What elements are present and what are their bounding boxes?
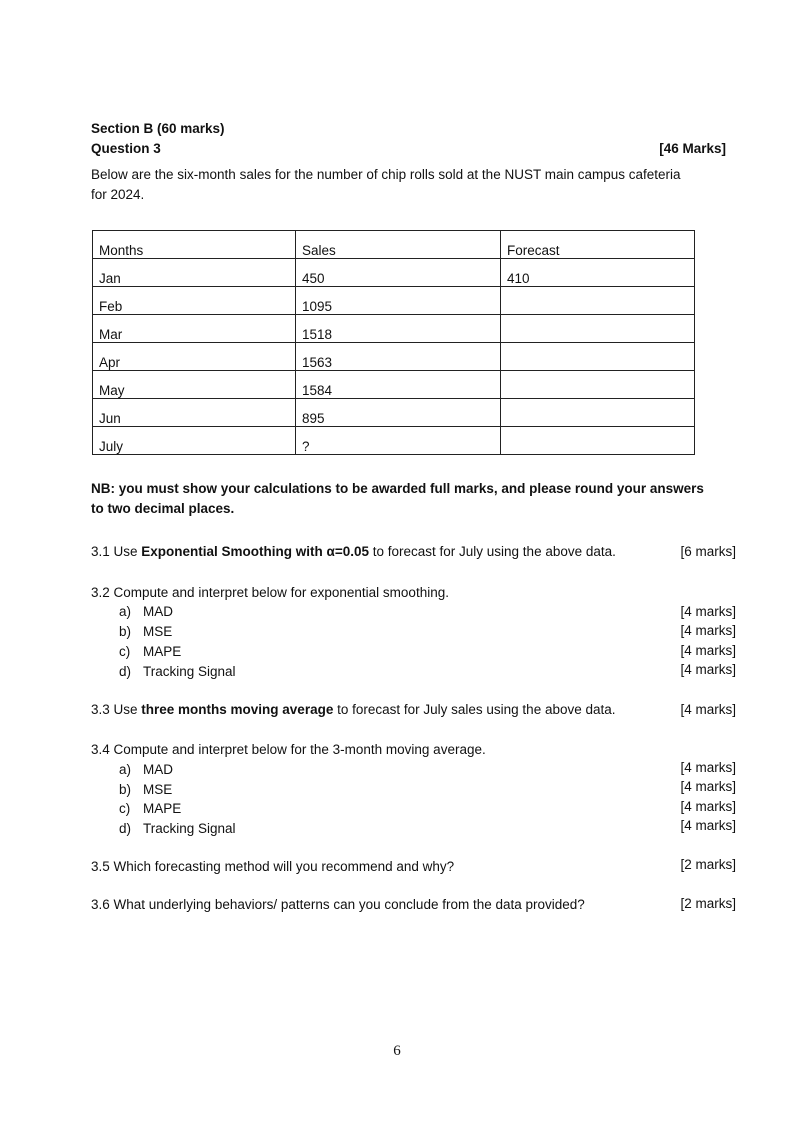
cell-month: Apr [93, 343, 296, 371]
header-forecast: Forecast [501, 231, 695, 259]
cell-sales: ? [296, 427, 501, 455]
question-3-4: 3.4 Compute and interpret below for the 3-month moving average. [91, 742, 486, 757]
q3-3-suffix: to forecast for July sales using the above data. [333, 702, 616, 717]
q3-3-marks: [4 marks] [680, 702, 736, 717]
q3-1-suffix: to forecast for July using the above data. [368, 544, 616, 559]
nb-note-line2: to two decimal places. [91, 501, 235, 516]
cell-forecast [501, 399, 695, 427]
q3-4-item-c-marks: [4 marks] [680, 799, 736, 814]
q3-4-item-b-marks: [4 marks] [680, 779, 736, 794]
q3-1-prefix: 3.1 Use [91, 544, 142, 559]
cell-month: Mar [93, 315, 296, 343]
cell-forecast: 410 [501, 259, 695, 287]
table-header-row [93, 231, 695, 259]
q3-6-marks: [2 marks] [680, 896, 736, 911]
question-intro-line2: for 2024. [91, 187, 145, 202]
q3-3-bold: three months moving average [141, 702, 334, 717]
q3-1-marks: [6 marks] [680, 544, 736, 559]
page-number: 6 [393, 1043, 401, 1059]
cell-sales: 450 [296, 259, 501, 287]
q3-2-item-a-marks: [4 marks] [680, 604, 736, 619]
q3-1-bold: Exponential Smoothing with α=0.05 [141, 544, 369, 559]
q3-2-item-d: d) Tracking Signal [119, 664, 236, 679]
q3-2-item-d-marks: [4 marks] [680, 662, 736, 677]
q3-2-item-c-marks: [4 marks] [680, 643, 736, 658]
cell-month: Jan [93, 259, 296, 287]
cell-forecast [501, 371, 695, 399]
cell-forecast [501, 287, 695, 315]
q3-4-item-a: a) MAD [119, 762, 173, 777]
cell-month: Feb [93, 287, 296, 315]
table-row [93, 371, 695, 399]
table-row [93, 343, 695, 371]
q3-5-marks: [2 marks] [680, 857, 736, 872]
cell-sales: 1518 [296, 315, 501, 343]
question-3-1 [91, 544, 616, 559]
question-title: Question 3 [91, 141, 161, 156]
q3-2-item-c: c) MAPE [119, 644, 182, 659]
table-row [93, 287, 695, 315]
header-months: Months [93, 231, 296, 259]
q3-4-item-b: b) MSE [119, 782, 173, 797]
section-title: Section B (60 marks) [91, 121, 225, 136]
cell-sales: 1095 [296, 287, 501, 315]
q3-3-prefix: 3.3 Use [91, 702, 142, 717]
q3-4-item-d-marks: [4 marks] [680, 818, 736, 833]
question-marks: [46 Marks] [659, 141, 726, 156]
cell-forecast [501, 427, 695, 455]
q3-2-item-a: a) MAD [119, 604, 173, 619]
cell-forecast [501, 315, 695, 343]
nb-note-line1: NB: you must show your calculations to be awarded full marks, and please round your answers [91, 481, 704, 496]
table-row [93, 259, 695, 287]
header-sales: Sales [296, 231, 501, 259]
q3-4-item-c: c) MAPE [119, 801, 182, 816]
cell-sales: 895 [296, 399, 501, 427]
question-3-6: 3.6 What underlying behaviors/ patterns can you conclude from the data provided? [91, 897, 585, 912]
cell-month: May [93, 371, 296, 399]
cell-forecast [501, 343, 695, 371]
table-row [93, 427, 695, 455]
question-3-2: 3.2 Compute and interpret below for exponential smoothing. [91, 585, 449, 600]
table-row [93, 315, 695, 343]
q3-2-item-b: b) MSE [119, 624, 173, 639]
q3-4-item-d: d) Tracking Signal [119, 821, 236, 836]
cell-sales: 1563 [296, 343, 501, 371]
sales-table [92, 230, 695, 455]
question-intro-line1: Below are the six-month sales for the number of chip rolls sold at the NUST main campus cafeteria [91, 167, 681, 182]
cell-sales: 1584 [296, 371, 501, 399]
q3-2-item-b-marks: [4 marks] [680, 623, 736, 638]
question-3-3 [91, 702, 616, 717]
table-row [93, 399, 695, 427]
cell-month: Jun [93, 399, 296, 427]
question-3-5: 3.5 Which forecasting method will you recommend and why? [91, 859, 455, 874]
q3-4-item-a-marks: [4 marks] [680, 760, 736, 775]
cell-month: July [93, 427, 296, 455]
